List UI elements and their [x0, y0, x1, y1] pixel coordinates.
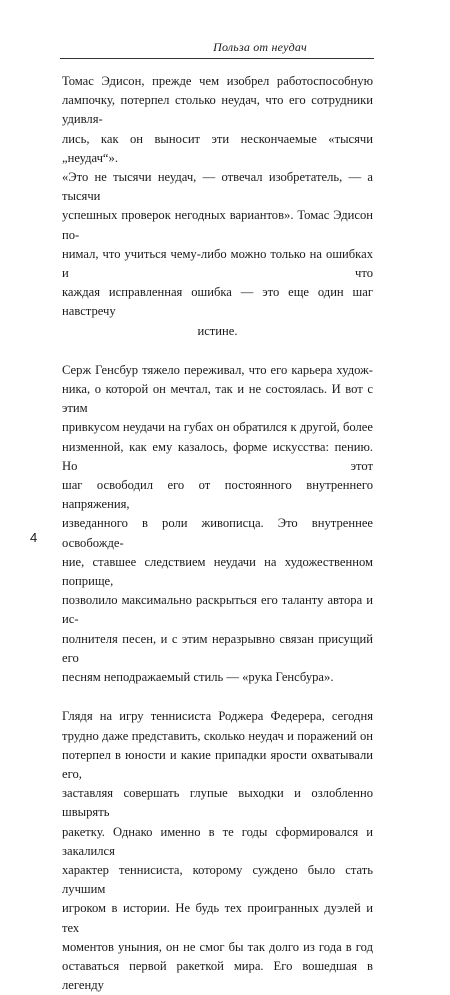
text-line: трудно даже представить, сколько неудач и поражений он: [62, 728, 373, 743]
text-line: каждая исправленная ошибка — это еще один шаг навстречу: [62, 285, 373, 319]
text-line: шаг освободил его от постоянного внутреннего напряжения,: [62, 478, 373, 512]
paragraph-federer: [62, 707, 373, 995]
text-line: потерпел в юности и какие припадки ярости охватывали его,: [62, 747, 373, 781]
text-line: ние, ставшее следствием неудачи на художественном поприще,: [62, 554, 373, 589]
page-number: 4: [30, 530, 38, 545]
text-line: изведанного в роли живописца. Это внутреннее освобожде-: [62, 516, 373, 550]
running-head: Польза от неудач: [213, 40, 307, 54]
text-line: лампочку, потерпел столько неудач, что его сотрудники удивля-: [62, 93, 373, 127]
text-line: лись, как он выносит эти нескончаемые «тысячи „неудач“».: [62, 131, 373, 165]
text-line: привкусом неудачи на губах он обратился к другой, более: [62, 420, 373, 435]
text-line: нимал, что учиться чему-либо можно только на ошибках и что: [62, 246, 373, 281]
header-rule: [60, 58, 374, 59]
text-line: заставляя совершать глупые выходки и озлобленно швырять: [62, 786, 373, 820]
text-line: успешных проверок негодных вариантов». Томас Эдисон по-: [62, 208, 373, 242]
text-line: оставаться первой ракеткой мира. Его вошедшая в легенду: [62, 958, 373, 993]
text-line: ракетку. Однако именно в те годы сформировался и закалился: [62, 824, 373, 858]
paragraph-gainsbourg: [62, 361, 373, 687]
text-line: низменной, как ему казалось, форме искусства: пению. Но этот: [62, 439, 373, 473]
text-line: ника, о которой он мечтал, так и не состоялась. И вот с этим: [62, 382, 373, 416]
text-line: Томас Эдисон, прежде чем изобрел работоспособную: [62, 74, 373, 88]
paragraph-edison: [62, 72, 373, 341]
text-line: моментов уныния, он не смог бы так долго из года в год: [62, 939, 373, 954]
text-line: игроком в истории. Не будь тех проигранных дуэлей и тех: [62, 901, 373, 935]
body-text: [62, 62, 373, 995]
text-line: «Это не тысячи неудач, — отвечал изобретатель, — а тысячи: [62, 170, 373, 204]
text-line: истине.: [197, 323, 238, 338]
text-line: Глядя на игру теннисиста Роджера Федерера, сегодня: [62, 709, 373, 724]
text-line: характер теннисиста, которому суждено было стать лучшим: [62, 862, 373, 897]
text-line: песням неподражаемый стиль — «рука Генсбура».: [62, 670, 334, 685]
text-line: полнителя песен, и с этим неразрывно связан присущий его: [62, 631, 373, 665]
text-line: позволило максимально раскрыться его таланту автора и ис-: [62, 593, 373, 627]
text-line: Серж Генсбур тяжело переживал, что его карьера худож-: [62, 362, 373, 377]
